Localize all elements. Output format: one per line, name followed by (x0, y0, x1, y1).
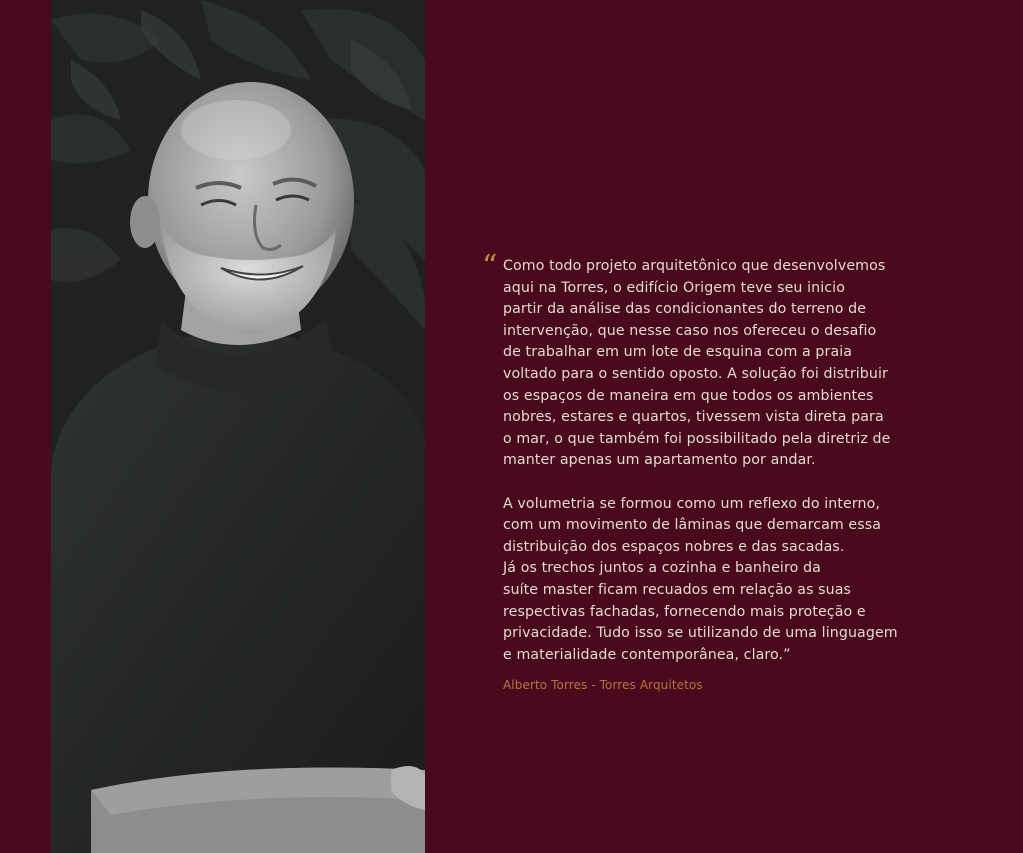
quote-paragraph-2: A volumetria se formou como um reflexo do interno, com um movimento de lâminas que demarcam essa distribuição dos espaços nobres e das sacadas. Já os trechos juntos a cozinha e banheiro da suíte master ficam recuados em relação as suas respectivas fachadas, fornecendo mais proteção e privacidade. Tudo isso se utilizando de uma linguagem e materialidade contemporânea, claro.” (503, 495, 898, 663)
portrait-illustration (51, 0, 425, 853)
quote-attribution: Alberto Torres - Torres Arquitetos (503, 678, 703, 693)
quote-mark-icon: “ (482, 249, 498, 284)
testimonial-quote (482, 249, 922, 693)
quote-text (503, 256, 922, 666)
portrait-photo (51, 0, 425, 853)
quote-paragraph-1: Como todo projeto arquitetônico que desenvolvemos aqui na Torres, o edifício Origem teve seu inicio partir da análise das condicionantes do terreno de intervenção, que nesse caso nos ofereceu o desafio de trabalhar em um lote de esquina com a praia voltado para o sentido oposto. A solução foi distribuir os espaços de maneira em que todos os ambientes nobres, estares e quartos, tivessem vista direta para o mar, o que também foi possibilitado pela diretriz de manter apenas um apartamento por andar. (503, 258, 891, 469)
